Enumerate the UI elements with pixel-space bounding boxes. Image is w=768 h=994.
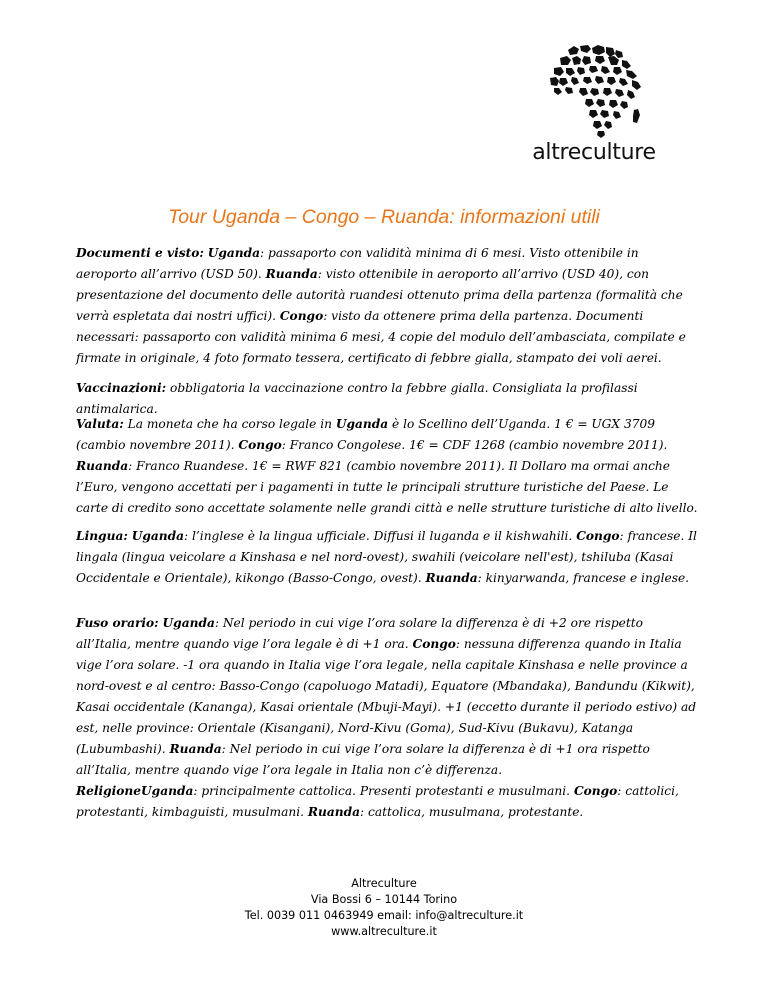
valuta-text-3: : Franco Congolese. 1€ = CDF 1268 (cambio novembre 2011). <box>281 438 668 452</box>
section-valuta <box>76 414 700 519</box>
section-lingua <box>76 526 700 589</box>
documenti-label: Documenti e visto: <box>76 246 204 260</box>
religione-ruanda-text: : cattolica, musulmana, protestante. <box>360 805 584 819</box>
fuso-congo-label: Congo <box>412 637 456 651</box>
religione-ruanda-label: Ruanda <box>307 805 361 819</box>
vaccinazioni-label: Vaccinazioni: <box>76 381 167 395</box>
footer-company: Altreculture <box>351 877 417 890</box>
brand-wordmark: altreculture <box>532 140 656 165</box>
section-fuso-orario <box>76 613 700 781</box>
religione-uganda-label: Uganda <box>141 784 194 798</box>
fuso-uganda-text: : Nel periodo in cui vige l’ora solare la differenza è di +2 ore rispetto all’Italia, mentre quando vige l’ora legale è di +1 ora. <box>76 616 643 651</box>
valuta-uganda-label: Uganda <box>335 417 389 431</box>
fuso-ruanda-label: Ruanda <box>169 742 222 756</box>
footer-contacts: Tel. 0039 011 0463949 email: info@altreculture.it <box>244 909 524 922</box>
lingua-uganda-text: : l’inglese è la lingua ufficiale. Diffusi il luganda e il kishwahili. <box>184 529 573 543</box>
lingua-label: Lingua: <box>76 529 128 543</box>
fuso-ruanda-text: : Nel periodo in cui vige l’ora solare la differenza è di +1 ora rispetto all’Italia, mentre quando vige l’ora legale in Italia non c’è differenza. <box>76 742 650 777</box>
footer-website: www.altreculture.it <box>331 925 437 938</box>
documenti-ruanda-text: : visto ottenibile in aeroporto all’arrivo (USD 40), con presentazione del documento delle autorità ruandesi ottenuto prima della partenza (formalità che verrà espletata dai nostri uffici). <box>76 267 683 323</box>
vaccinazioni-text: obbligatoria la vaccinazione contro la febbre gialla. Consigliata la profilassi antimalarica. <box>76 381 638 416</box>
religione-congo-label: Congo <box>573 784 618 798</box>
valuta-text-1: La moneta che ha corso legale in <box>123 417 336 431</box>
africa-animals-icon <box>546 44 646 140</box>
fuso-uganda-label: Uganda <box>162 616 215 630</box>
documenti-congo-text: : visto da ottenere prima della partenza. Documenti necessari: passaporto con validità minima 6 mesi, 4 copie del modulo dell’ambasciata, compilate e firmate in originale, 4 foto formato tessera, certificato di febbre gialla, stampato dei voli aerei. <box>76 309 686 365</box>
brand-logo <box>524 44 664 170</box>
lingua-ruanda-text: : kinyarwanda, francese e inglese. <box>477 571 690 585</box>
page-title: Tour Uganda – Congo – Ruanda: informazioni utili <box>168 206 600 228</box>
lingua-congo-label: Congo <box>576 529 620 543</box>
religione-label: Religione <box>76 784 142 798</box>
lingua-uganda-label: Uganda <box>131 529 185 543</box>
section-religione <box>76 781 700 823</box>
religione-congo-text: : cattolici, protestanti, kimbaguisti, musulmani. <box>76 784 679 819</box>
valuta-ruanda-label: Ruanda <box>76 459 129 473</box>
valuta-text-2: è lo Scellino dell’Uganda. 1 € = UGX 3709 (cambio novembre 2011). <box>76 417 655 452</box>
fuso-label: Fuso orario: <box>76 616 159 630</box>
lingua-congo-text: : francese. Il lingala (lingua veicolare a Kinshasa e nel nord-ovest), swahili (veicolare nell'est), tshiluba (Kasai Occidentale e Orientale), kikongo (Basso-Congo, ovest). <box>76 529 697 585</box>
documenti-uganda-label: Uganda <box>207 246 261 260</box>
footer-address: Via Bossi 6 – 10144 Torino <box>310 893 458 906</box>
section-documenti <box>76 243 700 369</box>
fuso-congo-text: : nessuna differenza quando in Italia vige l’ora solare. -1 ora quando in Italia vige l’ora legale, nella capitale Kinshasa e nelle province a nord-ovest e al centro: Basso-Congo (capoluogo Matadi), Equatore (Mbandaka), Bandundu (Kikwit), Kasai occidentale (Kananga), Kasai orientale (Mbuji-Mayi). +1 (eccetto durante il periodo estivo) ad est, nelle province: Orientale (Kisangani), Nord-Kivu (Goma), Sud-Kivu (Bukavu), Katanga (Lubumbashi). <box>76 637 697 756</box>
lingua-ruanda-label: Ruanda <box>425 571 478 585</box>
documenti-ruanda-label: Ruanda <box>265 267 318 281</box>
documenti-congo-label: Congo <box>279 309 324 323</box>
religione-uganda-text: : principalmente cattolica. Presenti protestanti e musulmani. <box>193 784 574 798</box>
valuta-congo-label: Congo <box>238 438 282 452</box>
valuta-text-4: : Franco Ruandese. 1€ = RWF 821 (cambio novembre 2011). Il Dollaro ma ormai anche l’Euro, vengono accettati per i pagamenti in tutte le principali strutture turistiche del Paese. Le carte di credito sono accettate solamente nelle grandi città e nelle strutture turistiche di alto livello. <box>76 459 698 515</box>
valuta-label: Valuta: <box>76 417 124 431</box>
documenti-uganda-text: : passaporto con validità minima di 6 mesi. Visto ottenibile in aeroporto all’arrivo (USD 50). <box>76 246 639 281</box>
footer <box>0 876 768 940</box>
